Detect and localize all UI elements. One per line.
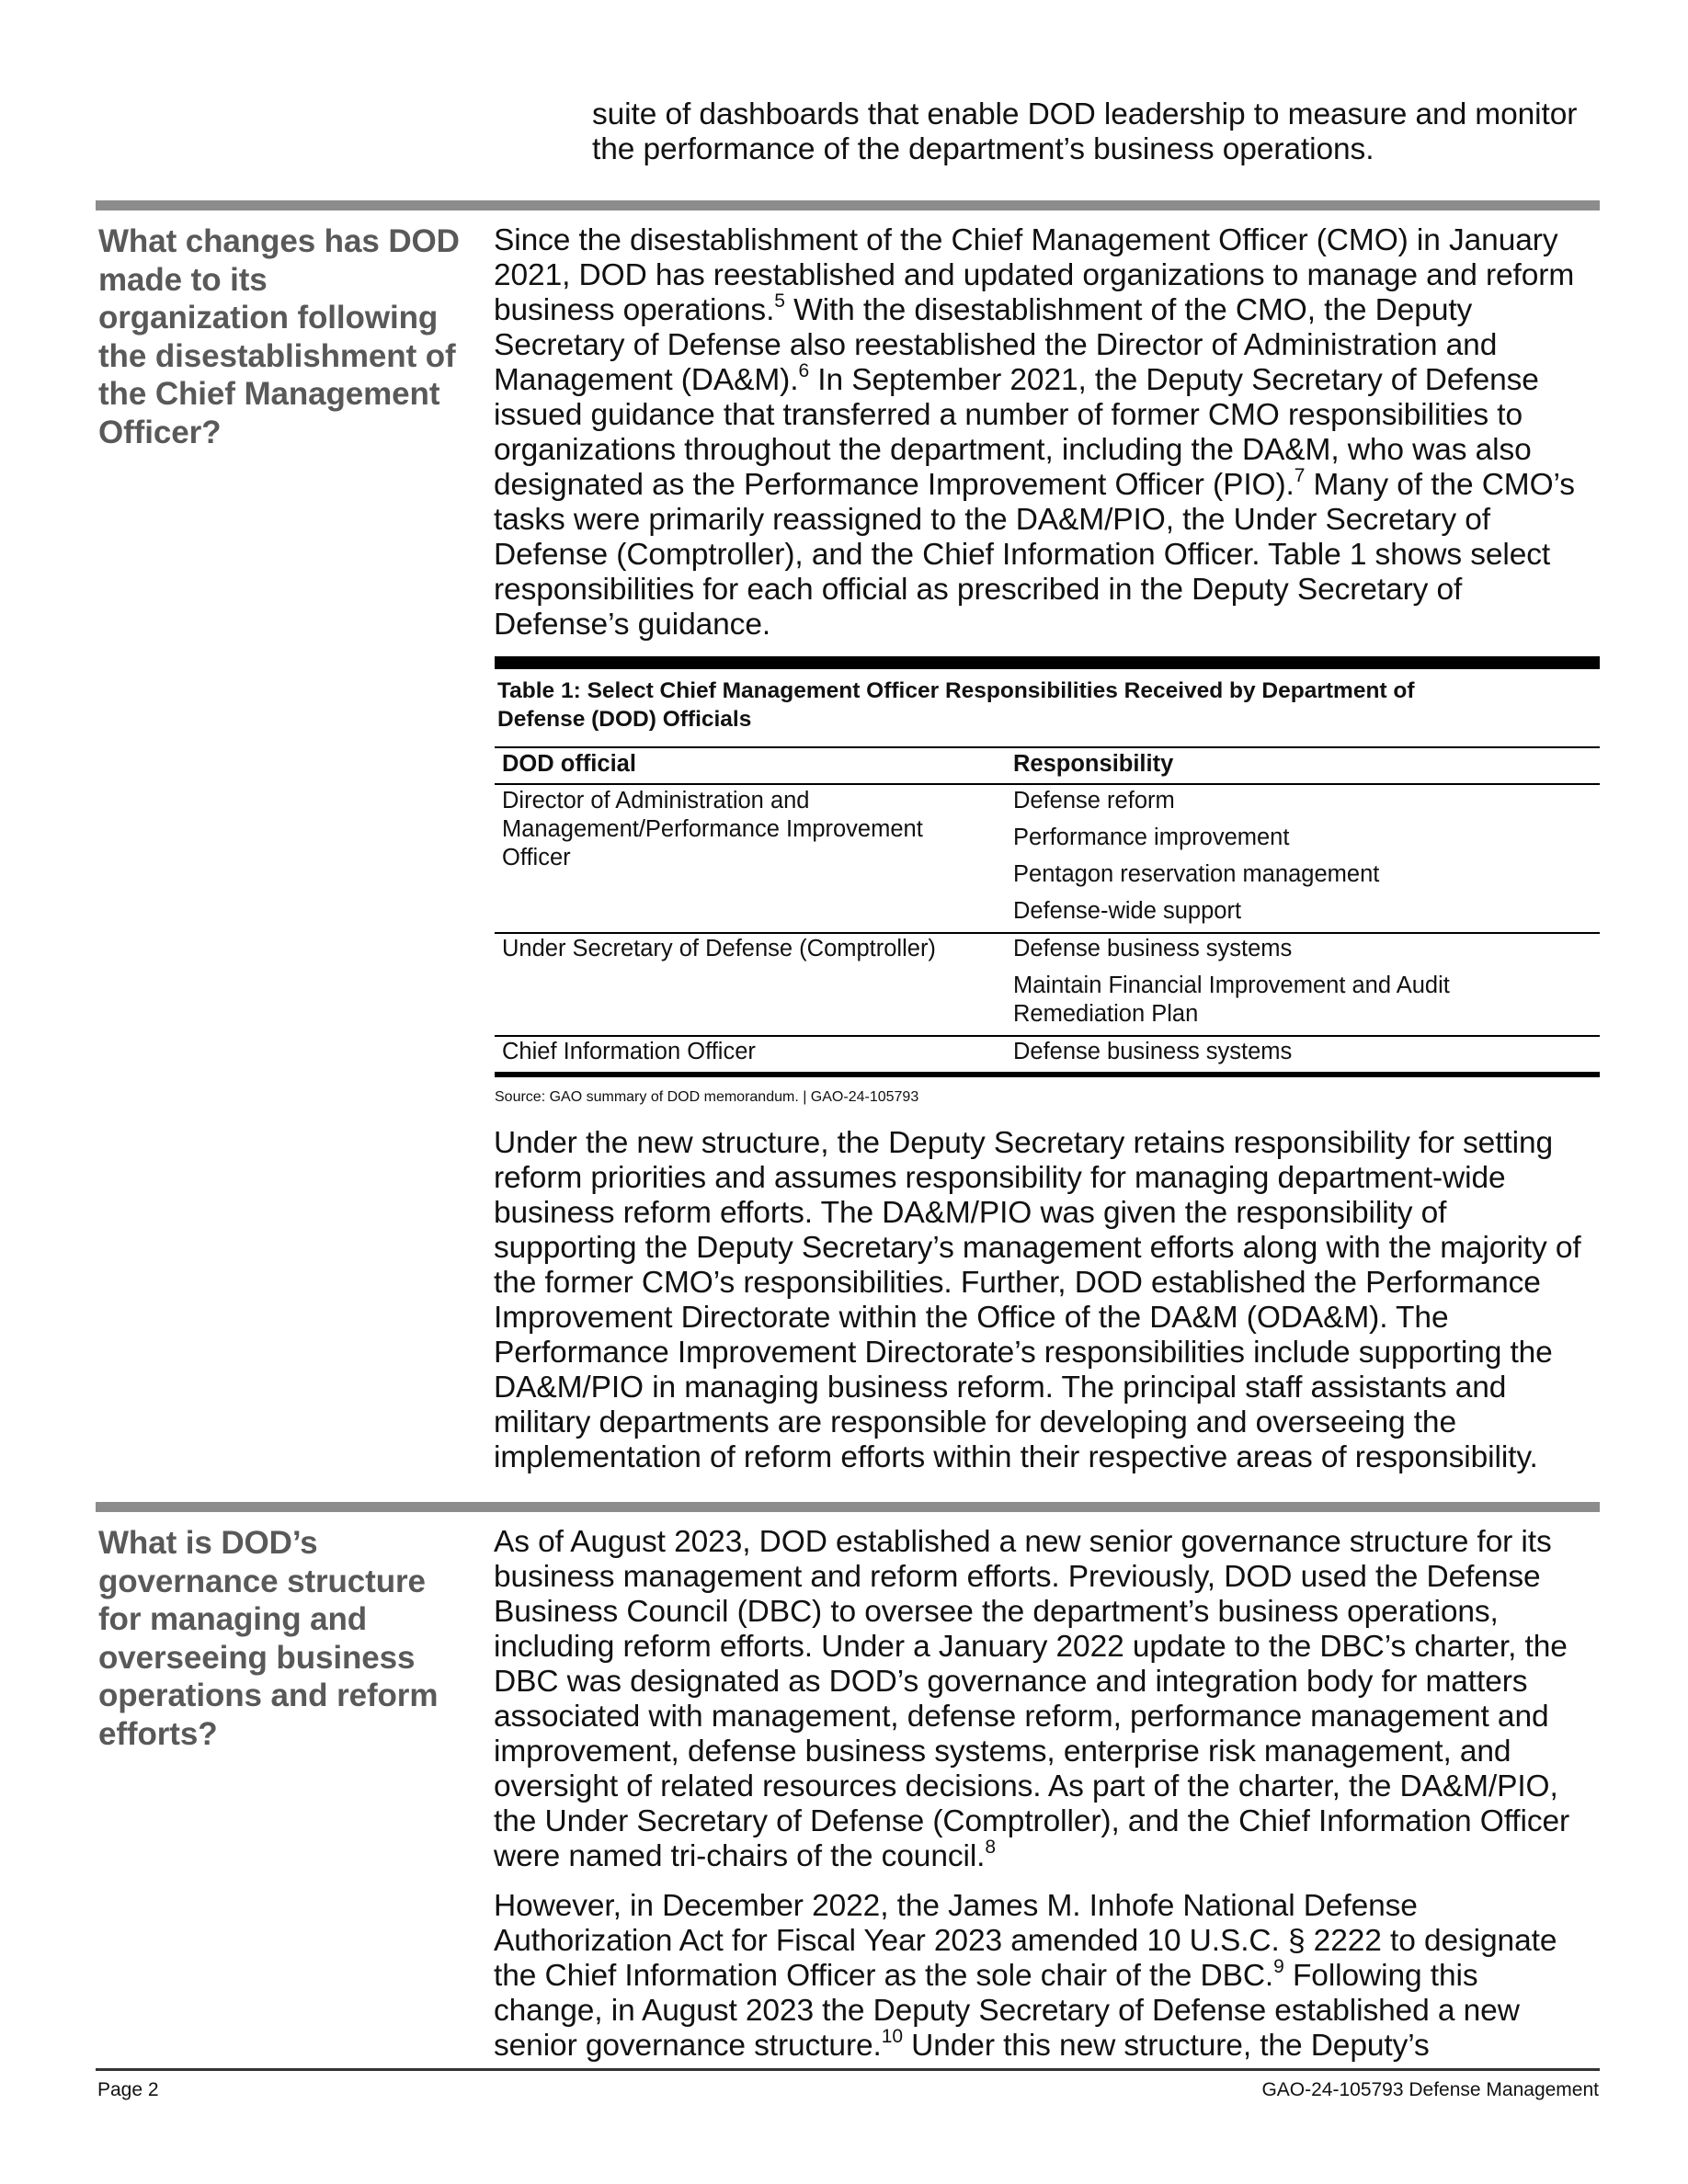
text-line: suite of dashboards that enable DOD leadership to measure and monitor bbox=[592, 97, 1578, 131]
report-id: GAO-24-105793 Defense Management bbox=[1261, 2079, 1599, 2100]
table-header-official: DOD official bbox=[502, 751, 636, 777]
text-line: implementation of reform efforts within their respective areas of responsibility. bbox=[494, 1440, 1538, 1474]
text-line: DA&M/PIO in managing business reform. The principal staff assistants and bbox=[494, 1371, 1507, 1405]
text-line: the Chief Information Officer as the sole chair of the DBC.$^9$ Following this bbox=[494, 1956, 1478, 1993]
question-line: overseeing business bbox=[98, 1639, 416, 1676]
text-line: organizations throughout the department, including the DA&M, who was also bbox=[494, 433, 1532, 467]
table-title bbox=[497, 677, 1596, 734]
question-line: made to its bbox=[98, 261, 268, 298]
text-line: However, in December 2022, the James M. Inhofe National Defense bbox=[494, 1889, 1418, 1923]
cell-line: Remediation Plan bbox=[1013, 1001, 1199, 1027]
section-divider bbox=[96, 200, 1600, 210]
table-header-top-rule bbox=[495, 746, 1600, 748]
page-number: Page 2 bbox=[97, 2079, 159, 2100]
text-line: designated as the Performance Improvement Officer (PIO).$^7$ Many of the CMO’s bbox=[494, 465, 1575, 502]
footnote-ref[interactable]: 10 bbox=[881, 2026, 903, 2047]
question-line: efforts? bbox=[98, 1715, 218, 1752]
question-line: governance structure bbox=[98, 1563, 426, 1599]
text-line: business reform efforts. The DA&M/PIO was given the responsibility of bbox=[494, 1196, 1447, 1230]
table-cell-official: Chief Information Officer bbox=[502, 1039, 756, 1064]
text-line: Secretary of Defense also reestablished the Director of Administration and bbox=[494, 328, 1498, 362]
text-line: change, in August 2023 the Deputy Secretary of Defense established a new bbox=[494, 1994, 1520, 2028]
cell-line: Director of Administration and bbox=[502, 788, 810, 813]
table-header-responsibility: Responsibility bbox=[1013, 751, 1174, 777]
text-line: Under the new structure, the Deputy Secretary retains responsibility for setting bbox=[494, 1126, 1554, 1160]
question-line: for managing and bbox=[98, 1601, 368, 1637]
footnote-ref[interactable]: 7 bbox=[1294, 465, 1306, 486]
table-cell-responsibility: Defense reform bbox=[1013, 788, 1175, 813]
text-line: Management (DA&M).$^6$ In September 2021, the Deputy Secretary of Defense bbox=[494, 360, 1539, 397]
section1-paragraph2 bbox=[494, 1126, 1606, 1475]
text-line: business operations.$^5$ With the disestablishment of the CMO, the Deputy bbox=[494, 290, 1473, 327]
table-cell-responsibility: Pentagon reservation management bbox=[1013, 861, 1380, 887]
text-line: Defense’s guidance. bbox=[494, 608, 771, 642]
section2-paragraph2 bbox=[494, 1889, 1606, 2064]
text-line: oversight of related resources decisions. As part of the charter, the DA&M/PIO, bbox=[494, 1769, 1558, 1803]
text-line: were named tri-chairs of the council.$^8$ bbox=[494, 1837, 996, 1873]
table-source: Source: GAO summary of DOD memorandum. | GAO-24-105793 bbox=[495, 1089, 919, 1105]
question-line: operations and reform bbox=[98, 1678, 439, 1713]
cell-line: Maintain Financial Improvement and Audit bbox=[1013, 973, 1450, 998]
table-title-line: Table 1: Select Chief Management Officer Responsibilities Received by Department of bbox=[497, 678, 1415, 703]
text-line: the Under Secretary of Defense (Comptroller), and the Chief Information Officer bbox=[494, 1804, 1570, 1838]
table-row-rule bbox=[495, 932, 1600, 934]
question-line: the disestablishment of bbox=[98, 337, 456, 374]
text-line: Improvement Directorate within the Office of the DA&M (ODA&M). The bbox=[494, 1301, 1449, 1335]
question-line: organization following bbox=[98, 300, 439, 336]
text-line: associated with management, defense reform, performance management and bbox=[494, 1700, 1549, 1734]
section-divider bbox=[96, 1502, 1600, 1512]
text-line: including reform efforts. Under a January 2022 update to the DBC’s charter, the bbox=[494, 1630, 1568, 1664]
table-title-line: Defense (DOD) Officials bbox=[497, 707, 752, 732]
section1-paragraph1 bbox=[494, 223, 1606, 643]
table-cell-responsibility: Performance improvement bbox=[1013, 825, 1290, 850]
text-line: Business Council (DBC) to oversee the department’s business operations, bbox=[494, 1595, 1499, 1629]
text-line: 2021, DOD has reestablished and updated organizations to manage and reform bbox=[494, 258, 1575, 292]
text-line: improvement, defense business systems, enterprise risk management, and bbox=[494, 1735, 1511, 1769]
table-cell-official bbox=[502, 787, 998, 872]
cell-line: Officer bbox=[502, 845, 571, 870]
table-header-bottom-rule bbox=[495, 783, 1600, 785]
text-line: Authorization Act for Fiscal Year 2023 amended 10 U.S.C. § 2222 to designate bbox=[494, 1924, 1557, 1958]
text-line: DBC was designated as DOD’s governance and integration body for matters bbox=[494, 1665, 1528, 1699]
table-cell-responsibility bbox=[1013, 972, 1450, 1029]
table-row-rule bbox=[495, 1035, 1600, 1037]
text-line: Defense (Comptroller), and the Chief Information Officer. Table 1 shows select bbox=[494, 538, 1551, 572]
text-line: Since the disestablishment of the Chief Management Officer (CMO) in January bbox=[494, 223, 1558, 257]
question-line: What is DOD’s bbox=[98, 1525, 318, 1561]
table-cell-official: Under Secretary of Defense (Comptroller) bbox=[502, 936, 936, 961]
table-cell-responsibility: Defense-wide support bbox=[1013, 898, 1242, 924]
text-line: business management and reform efforts. Previously, DOD used the Defense bbox=[494, 1560, 1541, 1594]
section2-paragraph1 bbox=[494, 1525, 1606, 1874]
question-line: Officer? bbox=[98, 414, 222, 450]
table-bottom-rule bbox=[495, 1072, 1600, 1077]
table-top-rule bbox=[495, 656, 1600, 669]
question-line: What changes has DOD bbox=[98, 223, 460, 259]
text-line: supporting the Deputy Secretary’s management efforts along with the majority of bbox=[494, 1231, 1581, 1265]
text-line: military departments are responsible for developing and overseeing the bbox=[494, 1405, 1456, 1439]
text-line: responsibilities for each official as prescribed in the Deputy Secretary of bbox=[494, 573, 1463, 607]
question-line: the Chief Management bbox=[98, 376, 440, 412]
text-line: reform priorities and assumes responsibility for managing department-wide bbox=[494, 1161, 1506, 1195]
intro-text bbox=[592, 97, 1603, 167]
footnote-ref[interactable]: 9 bbox=[1273, 1956, 1284, 1977]
text-line: senior governance structure.$^{10}$ Under this new structure, the Deputy’s bbox=[494, 2026, 1430, 2063]
text-line: the former CMO’s responsibilities. Further, DOD established the Performance bbox=[494, 1266, 1541, 1300]
text-line: tasks were primarily reassigned to the DA&M/PIO, the Under Secretary of bbox=[494, 503, 1490, 537]
text-line: the performance of the department’s business operations. bbox=[592, 132, 1374, 166]
text-line: Performance Improvement Directorate’s responsibilities include supporting the bbox=[494, 1336, 1553, 1370]
table-cell-responsibility: Defense business systems bbox=[1013, 936, 1293, 961]
text-line: issued guidance that transferred a number of former CMO responsibilities to bbox=[494, 398, 1523, 432]
footnote-ref[interactable]: 6 bbox=[798, 360, 810, 381]
footer-rule bbox=[96, 2068, 1600, 2071]
text-line: As of August 2023, DOD established a new senior governance structure for its bbox=[494, 1525, 1552, 1559]
footnote-ref[interactable]: 5 bbox=[774, 290, 785, 312]
cell-line: Management/Performance Improvement bbox=[502, 816, 923, 842]
footnote-ref[interactable]: 8 bbox=[985, 1837, 996, 1858]
table-cell-responsibility: Defense business systems bbox=[1013, 1039, 1293, 1064]
section1-question bbox=[98, 222, 485, 451]
section2-question bbox=[98, 1524, 485, 1753]
